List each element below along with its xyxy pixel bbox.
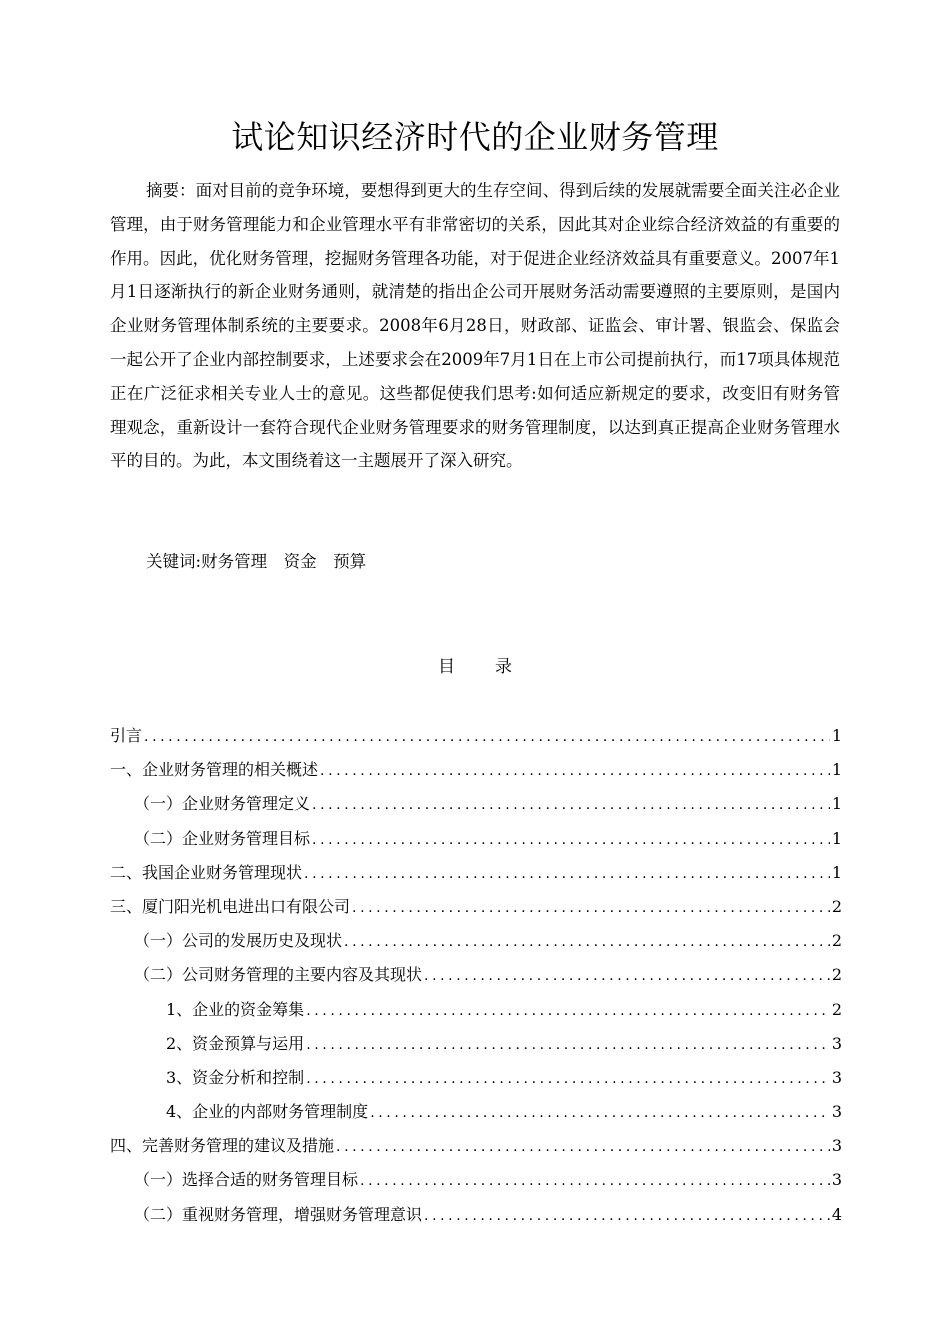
toc-entry[interactable] <box>110 1129 842 1163</box>
toc-entry-page-number: 3 <box>831 1033 842 1053</box>
toc-entry[interactable] <box>110 1163 842 1197</box>
keywords-label: 关键词 <box>146 552 196 571</box>
toc-entry-page-number: 3 <box>831 1136 842 1156</box>
toc-entry-page-number: 2 <box>831 965 842 985</box>
toc-entry-label: 三、厦门阳光机电进出口有限公司 <box>110 896 351 916</box>
toc-dot-leader <box>312 788 830 822</box>
toc-entry-label: （二）企业财务管理目标 <box>134 828 311 848</box>
toc-entry-label: 2、资金预算与运用 <box>166 1033 305 1053</box>
toc-dot-leader <box>306 1028 830 1062</box>
toc-entry-label: 二、我国企业财务管理现状 <box>110 862 303 882</box>
toc-entry-label: 四、完善财务管理的建议及措施 <box>110 1136 335 1156</box>
toc-entry[interactable] <box>110 787 842 821</box>
toc-entry[interactable] <box>110 1095 842 1129</box>
toc-dot-leader <box>144 720 830 754</box>
toc-entry-page-number: 1 <box>831 828 842 848</box>
toc-entry-page-number: 3 <box>831 1067 842 1087</box>
toc-entry[interactable] <box>110 856 842 890</box>
toc-dot-leader <box>424 959 830 993</box>
toc-entry-page-number: 3 <box>831 1170 842 1190</box>
toc-entry[interactable] <box>110 958 842 992</box>
toc-entry-page-number: 1 <box>831 794 842 814</box>
toc-entry-page-number: 2 <box>831 931 842 951</box>
toc-entry[interactable] <box>110 719 842 753</box>
toc-dot-leader <box>306 1062 830 1096</box>
toc-entry-label: 3、资金分析和控制 <box>166 1067 305 1087</box>
toc-entry-page-number: 3 <box>831 1102 842 1122</box>
toc-entry[interactable] <box>110 924 842 958</box>
toc-entry-label: 引言 <box>110 726 143 745</box>
toc-entry[interactable] <box>110 890 842 924</box>
toc-entry-label: 4、企业的内部财务管理制度 <box>166 1102 369 1122</box>
toc-entry-label: （二）重视财务管理，增强财务管理意识 <box>134 1204 423 1224</box>
toc-dot-leader <box>336 1130 830 1164</box>
toc-dot-leader <box>344 925 830 959</box>
toc-entry[interactable] <box>110 993 842 1027</box>
keywords-separator: : <box>195 552 202 571</box>
toc-entry-page-number: 2 <box>831 999 842 1019</box>
keywords-line <box>146 546 366 578</box>
toc-entry-label: 一、企业财务管理的相关概述 <box>110 760 319 780</box>
toc-entry-label: （一）选择合适的财务管理目标 <box>134 1170 359 1190</box>
toc-entry-label: （二）公司财务管理的主要内容及其现状 <box>134 965 423 985</box>
keywords-values: 财务管理 资金 预算 <box>201 552 367 571</box>
toc-dot-leader <box>312 823 830 857</box>
toc-entry-page-number: 1 <box>831 862 842 882</box>
toc-dot-leader <box>304 857 830 891</box>
table-of-contents <box>110 719 842 1232</box>
toc-entry-label: （一）公司的发展历史及现状 <box>134 931 343 951</box>
toc-dot-leader <box>306 994 830 1028</box>
document-title: 试论知识经济时代的企业财务管理 <box>231 118 719 156</box>
toc-entry[interactable] <box>110 753 842 787</box>
abstract-paragraph: 摘要：面对目前的竞争环境，要想得到更大的生存空间、得到后续的发展就需要全面关注必企业管理，由于财务管理能力和企业管理水平有非常密切的关系，因此其对企业综合经济效益的有重要的作用。因此，优化财务管理，挖掘财务管理各功能，对于促进企业经济效益具有重要意义。2007年1月1日逐渐执行的新企业财务通则，就清楚的指出企公司开展财务活动需要遵照的主要原则，是国内企业财务管理体制系统的主要要求。2008年6月28日，财政部、证监会、审计署、银监会、保监会一起公开了企业内部控制要求，上述要求会在2009年7月1日在上市公司提前执行，而17项具体规范正在广泛征求相关专业人士的意见。这些都促使我们思考:如何适应新规定的要求，改变旧有财务管理观念，重新设计一套符合现代企业财务管理要求的财务管理制度，以达到真正提高企业财务管理水平的目的。为此，本文围绕着这一主题展开了深入研究。 <box>110 181 840 471</box>
toc-dot-leader <box>352 891 830 925</box>
toc-entry[interactable] <box>110 1198 842 1232</box>
toc-entry[interactable] <box>110 1027 842 1061</box>
toc-heading: 目录 <box>438 657 552 677</box>
toc-entry-page-number: 1 <box>831 760 842 780</box>
toc-dot-leader <box>424 1199 830 1233</box>
toc-dot-leader <box>360 1164 830 1198</box>
toc-entry-page-number: 1 <box>831 726 842 745</box>
toc-entry-page-number: 4 <box>831 1204 842 1224</box>
toc-dot-leader <box>370 1096 830 1130</box>
toc-entry-label: 1、企业的资金筹集 <box>166 999 305 1019</box>
toc-entry-page-number: 2 <box>831 896 842 916</box>
toc-entry-label: （一）企业财务管理定义 <box>134 794 311 814</box>
toc-dot-leader <box>320 754 830 788</box>
toc-entry[interactable] <box>110 1061 842 1095</box>
toc-entry[interactable] <box>110 822 842 856</box>
